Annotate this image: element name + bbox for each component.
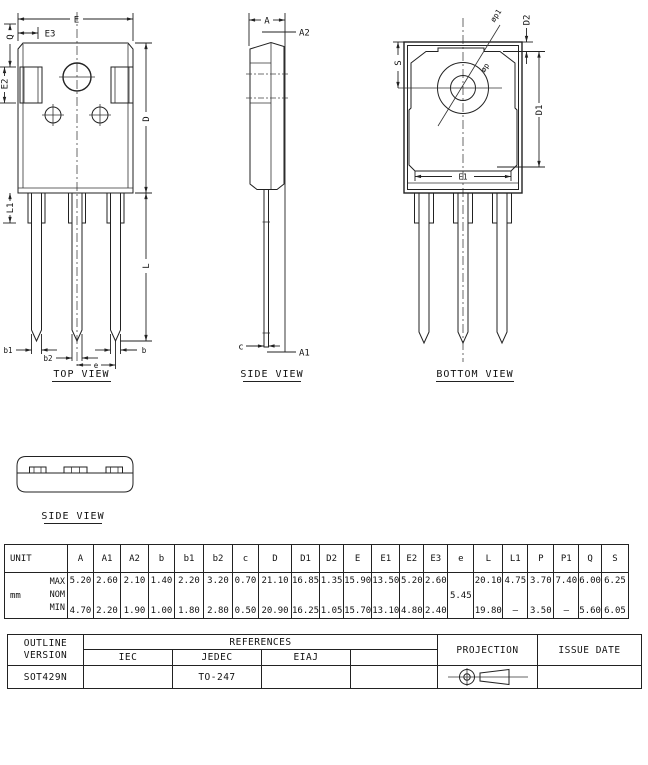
col-header-E1: E1 [372,545,400,573]
references-header-row [8,635,642,650]
dim-label-E1: E1 [458,172,468,182]
svg-text:SIDE VIEW: SIDE VIEW [240,369,304,380]
pin-holes [42,104,111,126]
svg-text:TOP VIEW: TOP VIEW [53,369,110,380]
dim-label-p: øp [478,61,492,74]
values-P1: 7.40 – [554,573,579,619]
col-header-e: e [448,545,474,573]
dim-label-L: L [142,263,152,269]
row-label-nom: NOM [49,590,65,600]
side-view-body [246,43,288,190]
side-view-drawing [225,0,325,392]
col-header-P: P [528,545,554,573]
col-header-b1: b1 [175,545,204,573]
projection-header: PROJECTION [438,635,538,666]
dim-label-E: E [73,15,80,26]
dim-label-D2: D2 [522,14,533,26]
side-view-lead [263,190,271,348]
values-c: 0.70 0.50 [233,573,259,619]
eiaj-value [262,666,351,689]
values-D2: 1.35 1.05 [320,573,344,619]
bottom-view-drawing [380,0,558,392]
outline-version-value: SOT429N [8,666,84,689]
dim-label-Q: Q [6,34,16,40]
top-view-title [52,369,111,382]
iec-header: IEC [84,650,173,666]
values-S: 6.25 6.05 [601,573,628,619]
references-header: REFERENCES [84,635,438,650]
col-header-E: E [344,545,372,573]
bottom-view-title [436,369,514,382]
references-extra-header [351,650,438,666]
dim-label-b1: b1 [3,346,13,355]
dimension-table-value-row [5,573,629,619]
dim-label-E3: E3 [44,29,56,40]
dim-label-c: c [238,342,244,353]
top-view-body [18,43,133,193]
dimension-table-header-row [5,545,629,573]
references-extra-value [351,666,438,689]
values-e: 5.45 [448,573,474,619]
dim-label-E2: E2 [0,78,11,90]
eiaj-header: EIAJ [262,650,351,666]
references-table [7,634,642,689]
col-header-c: c [233,545,259,573]
values-L1: 4.75 – [503,573,528,619]
col-header-A: A [68,545,94,573]
col-header-S: S [601,545,628,573]
values-Q: 6.00 5.60 [579,573,602,619]
dim-label-b: b [141,346,147,355]
col-header-D1: D1 [292,545,320,573]
dim-label-S: S [394,60,404,66]
dim-label-A: A [264,16,270,27]
values-D: 21.10 20.90 [259,573,292,619]
svg-text:BOTTOM VIEW: BOTTOM VIEW [436,369,514,380]
values-A: 5.20 4.70 [68,573,94,619]
values-D1: 16.85 16.25 [292,573,320,619]
col-header-A2: A2 [121,545,149,573]
unit-cell [5,573,68,619]
col-header-E3: E3 [424,545,448,573]
col-header-L: L [474,545,503,573]
dimension-table [4,544,629,619]
col-header-E2: E2 [400,545,424,573]
col-header-Q: Q [579,545,602,573]
dim-label-A1: A1 [299,348,310,359]
side-view-dimensions [238,13,310,359]
outline-version-header: OUTLINE VERSION [8,635,84,666]
dim-label-p1: øp1 [488,7,504,24]
unit-value: mm [10,590,21,601]
side-view-small-body [17,457,133,493]
row-label-max: MAX [49,577,65,587]
values-A2: 2.10 1.90 [121,573,149,619]
issue-date-value [538,666,642,689]
svg-text:SIDE VIEW: SIDE VIEW [41,511,105,522]
col-header-b: b [149,545,175,573]
top-view-leads [28,193,124,341]
values-b2: 3.20 2.80 [204,573,233,619]
dim-label-L1: L1 [6,202,16,214]
first-angle-projection-icon [446,666,530,688]
values-E: 15.90 15.70 [344,573,372,619]
jedec-header: JEDEC [173,650,262,666]
values-L: 20.10 19.80 [474,573,503,619]
dim-label-D: D [142,116,152,122]
dim-label-b2: b2 [43,354,53,363]
issue-date-header: ISSUE DATE [538,635,642,666]
side-view-small-drawing [0,440,170,535]
col-header-A1: A1 [94,545,121,573]
bottom-view-hole [398,8,503,126]
values-b1: 2.20 1.80 [175,573,204,619]
values-E1: 13.50 13.10 [372,573,400,619]
unit-header: UNIT [5,545,68,573]
dim-label-e: e [93,361,99,370]
values-A1: 2.60 2.20 [94,573,121,619]
values-E2: 5.20 4.80 [400,573,424,619]
jedec-value: TO-247 [173,666,262,689]
projection-symbol-cell [438,666,538,689]
row-label-min: MIN [49,603,65,613]
col-header-P1: P1 [554,545,579,573]
side-view-title [240,369,303,382]
top-view-drawing [0,0,175,392]
side-view-small-title [41,511,104,524]
dim-label-D1: D1 [535,104,545,116]
iec-value [84,666,173,689]
col-header-D: D [259,545,292,573]
values-P: 3.70 3.50 [528,573,554,619]
dim-label-A2: A2 [299,28,310,39]
col-header-D2: D2 [320,545,344,573]
values-E3: 2.60 2.40 [424,573,448,619]
values-b: 1.40 1.00 [149,573,175,619]
col-header-b2: b2 [204,545,233,573]
col-header-L1: L1 [503,545,528,573]
references-value-row [8,666,642,689]
